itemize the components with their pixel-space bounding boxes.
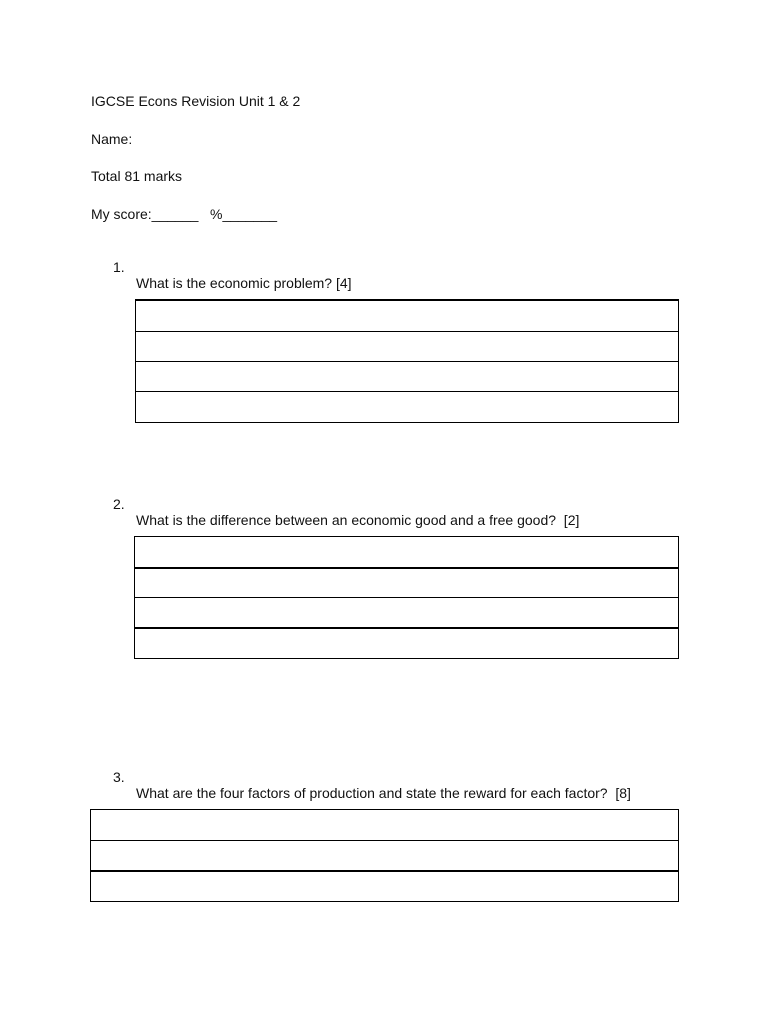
answer-line[interactable] (91, 810, 678, 840)
answer-line[interactable] (136, 391, 678, 421)
answer-box-1[interactable] (135, 299, 679, 423)
answer-line[interactable] (91, 870, 678, 900)
answer-line[interactable] (91, 840, 678, 870)
question-text: What is the difference between an economic good and a free good? [2] (136, 512, 580, 528)
name-label: Name: (91, 131, 133, 147)
question-2 (0, 480, 580, 528)
answer-line[interactable] (136, 361, 678, 391)
answer-line[interactable] (135, 567, 678, 597)
question-text: What is the economic problem? [4] (136, 275, 352, 291)
answer-line[interactable] (136, 331, 678, 361)
score-line: My score:______ %_______ (91, 206, 278, 222)
answer-line[interactable] (135, 627, 678, 657)
answer-line[interactable] (135, 597, 678, 627)
total-marks: Total 81 marks (91, 168, 183, 184)
answer-box-3[interactable] (90, 809, 679, 902)
answer-line[interactable] (136, 301, 678, 331)
question-number: 3. (113, 769, 125, 785)
question-1 (0, 243, 352, 291)
question-number: 1. (113, 259, 125, 275)
answer-line[interactable] (135, 537, 678, 567)
question-text: What are the four factors of production and state the reward for each factor? [8] (136, 785, 631, 801)
question-3 (0, 753, 631, 801)
worksheet-title: IGCSE Econs Revision Unit 1 & 2 (91, 93, 301, 109)
answer-box-2[interactable] (134, 536, 679, 659)
question-number: 2. (113, 496, 125, 512)
